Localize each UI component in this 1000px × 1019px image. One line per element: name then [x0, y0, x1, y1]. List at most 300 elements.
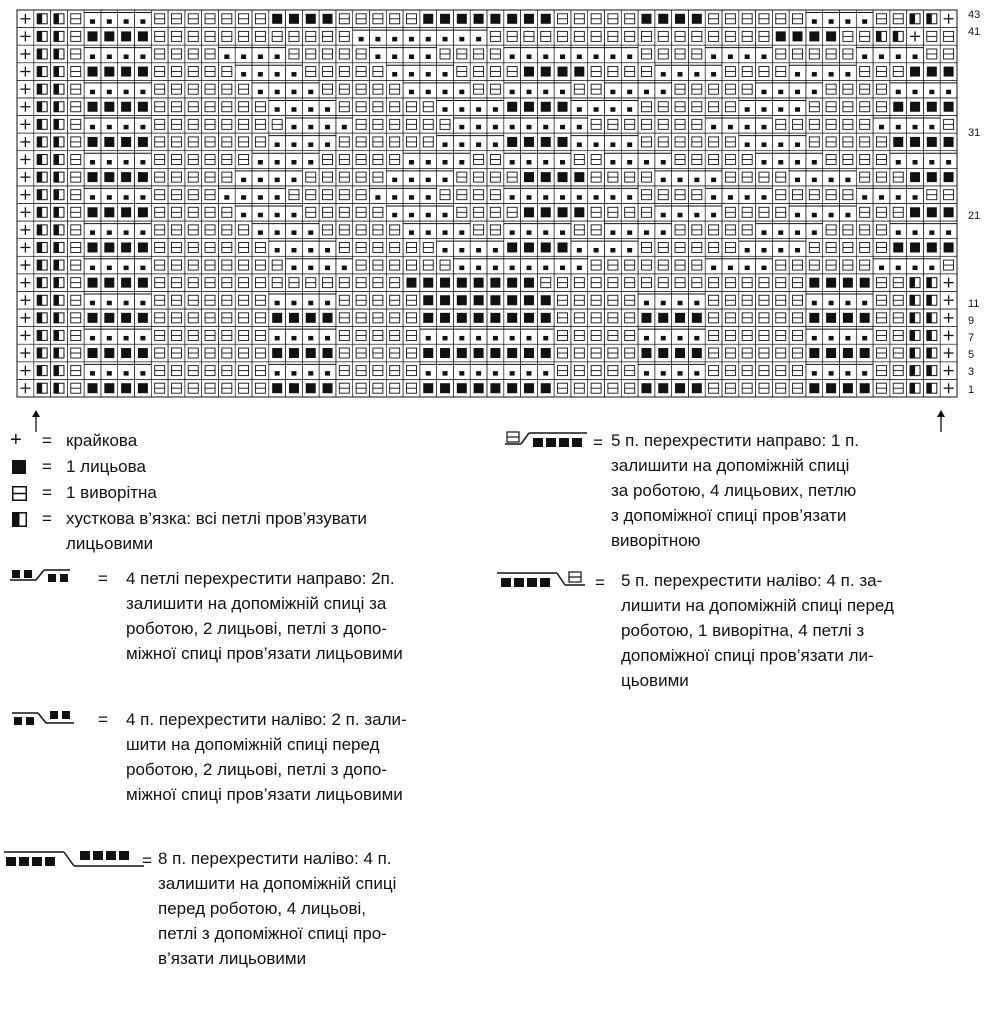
cable-knit-icon: [459, 248, 464, 253]
cable-knit-icon: [409, 230, 414, 235]
cable-knit-icon: [459, 160, 464, 165]
cable-knit-icon: [124, 90, 129, 95]
cable-knit-icon: [610, 142, 615, 147]
knit-stitch-icon: [893, 242, 903, 252]
knit-stitch-icon: [541, 137, 551, 147]
cable-knit-icon: [325, 125, 330, 130]
knit-stitch-icon: [541, 102, 551, 112]
garter-stitch-icon: [54, 102, 59, 112]
knit-stitch-icon: [893, 137, 903, 147]
garter-stitch-icon: [54, 14, 59, 24]
equals-sign: =: [593, 433, 603, 452]
garter-stitch-icon: [910, 330, 915, 340]
garter-stitch-icon: [54, 172, 59, 182]
knit-stitch-icon: [860, 383, 870, 393]
cable-knit-icon: [862, 371, 867, 376]
cable-knit-icon: [140, 19, 145, 24]
cable-knit-icon: [291, 160, 296, 165]
cable-knit-icon: [510, 160, 515, 165]
knit-stitch-icon: [88, 242, 98, 252]
cable-knit-icon: [661, 90, 666, 95]
legend-cable4-left-text: 4 п. перехрестити наліво: 2 п. зали- шити на допоміжній спиці перед роботою, 2 лицьові, петлі з допо- міжної спиці пров’язати лицьовими: [126, 710, 407, 804]
cable-knit-icon: [140, 266, 145, 271]
cable-knit-icon: [291, 90, 296, 95]
cable-knit-icon: [610, 230, 615, 235]
cable-knit-icon: [275, 195, 280, 200]
cable-knit-icon: [745, 125, 750, 130]
cable-knit-icon: [493, 371, 498, 376]
cable-knit-icon: [627, 195, 632, 200]
cable-knit-icon: [90, 125, 95, 130]
cable-knit-icon: [375, 37, 380, 42]
cable-knit-icon: [661, 213, 666, 218]
garter-stitch-icon: [54, 190, 59, 200]
cable-knit-icon: [308, 125, 313, 130]
knit-stitch-icon: [323, 348, 333, 358]
cable-knit-icon: [443, 248, 448, 253]
row-number-9: 9: [968, 315, 975, 327]
cable-knit-icon: [510, 266, 515, 271]
cable-knit-icon: [694, 178, 699, 183]
knit-stitch-icon: [944, 67, 954, 77]
knit-stitch-icon: [524, 313, 534, 323]
cable-knit-icon: [913, 195, 918, 200]
cable-4-right-icon: [10, 568, 90, 586]
knit-stitch-icon: [692, 14, 702, 24]
cable-knit-icon: [594, 54, 599, 59]
knit-stitch-icon: [675, 383, 685, 393]
garter-stitch-icon: [927, 278, 932, 288]
garter-stitch-icon: [910, 348, 915, 358]
cable-knit-icon: [543, 371, 548, 376]
cable-knit-icon: [392, 213, 397, 218]
garter-stitch-icon: [54, 207, 59, 217]
knit-stitch-icon: [927, 137, 937, 147]
knit-stitch-icon: [675, 313, 685, 323]
knit-stitch-icon: [507, 313, 517, 323]
cable-knit-icon: [275, 142, 280, 147]
cable-knit-icon: [443, 37, 448, 42]
knit-stitch-icon: [541, 67, 551, 77]
cable-knit-icon: [526, 54, 531, 59]
cable-knit-icon: [711, 266, 716, 271]
knit-stitch-icon: [104, 383, 114, 393]
garter-stitch-icon: [927, 383, 932, 393]
equals-sign: =: [42, 457, 52, 476]
knit-stitch-icon: [541, 14, 551, 24]
cable-knit-icon: [140, 90, 145, 95]
cable-knit-icon: [728, 266, 733, 271]
garter-stitch-icon: [37, 84, 42, 94]
cable-knit-icon: [241, 72, 246, 77]
garter-stitch-icon: [54, 31, 59, 41]
cable-knit-icon: [896, 90, 901, 95]
cable-knit-icon: [325, 107, 330, 112]
cable-knit-icon: [291, 213, 296, 218]
knit-stitch-icon: [306, 348, 316, 358]
knit-stitch-icon: [323, 383, 333, 393]
knit-stitch-icon: [88, 102, 98, 112]
knit-stitch-icon: [457, 313, 467, 323]
garter-stitch-icon: [37, 137, 42, 147]
knit-stitch-icon: [843, 348, 853, 358]
cable-knit-icon: [258, 54, 263, 59]
garter-stitch-icon: [54, 348, 59, 358]
knit-stitch-icon: [826, 383, 836, 393]
cable-knit-icon: [459, 336, 464, 341]
cable-knit-icon: [510, 195, 515, 200]
cable-knit-icon: [543, 125, 548, 130]
garter-stitch-icon: [37, 242, 42, 252]
cable-knit-icon: [812, 371, 817, 376]
cable-knit-icon: [543, 230, 548, 235]
equals-sign: =: [98, 710, 108, 729]
cable-knit-icon: [778, 160, 783, 165]
cable-knit-icon: [140, 371, 145, 376]
equals-sign: =: [595, 573, 605, 592]
cable-8-left-icon: [4, 848, 154, 870]
knit-stitch-icon: [138, 207, 148, 217]
knit-stitch-icon: [641, 313, 651, 323]
knit-stitch-icon: [541, 348, 551, 358]
knit-stitch-icon: [88, 31, 98, 41]
cable-knit-icon: [594, 195, 599, 200]
knit-stitch-icon: [490, 348, 500, 358]
garter-stitch-icon: [37, 119, 42, 129]
cable-knit-icon: [610, 160, 615, 165]
knit-stitch-icon: [675, 14, 685, 24]
cable-knit-icon: [124, 301, 129, 306]
cable-knit-icon: [594, 107, 599, 112]
knit-stitch-icon: [289, 14, 299, 24]
cable-knit-icon: [308, 266, 313, 271]
cable-knit-icon: [745, 107, 750, 112]
cable-knit-icon: [140, 160, 145, 165]
garter-stitch-icon: [54, 67, 59, 77]
knit-stitch-icon: [457, 295, 467, 305]
cable-knit-icon: [745, 266, 750, 271]
knit-stitch-icon: [88, 348, 98, 358]
cable-knit-icon: [275, 301, 280, 306]
cable-knit-icon: [90, 160, 95, 165]
cable-knit-icon: [443, 371, 448, 376]
knit-stitch-icon: [507, 137, 517, 147]
cable-knit-icon: [795, 230, 800, 235]
knit-stitch-icon: [826, 31, 836, 41]
cable-knit-icon: [913, 266, 918, 271]
garter-stitch-icon: [927, 295, 932, 305]
cable-knit-icon: [459, 125, 464, 130]
garter-stitch-icon: [54, 313, 59, 323]
cable-knit-icon: [761, 195, 766, 200]
knit-stitch-icon: [692, 313, 702, 323]
cable-knit-icon: [107, 230, 112, 235]
knit-stitch-icon: [423, 348, 433, 358]
knit-stitch-icon: [574, 67, 584, 77]
cable-knit-icon: [90, 195, 95, 200]
legend-cable4-right-text: 4 петлі перехрестити направо: 2п. залишити на допоміжній спиці за роботою, 2 лицьові, петлі з допо- міжної спиці пров’язати лицьовими: [126, 569, 403, 663]
edge-symbol: +: [10, 429, 22, 451]
knit-stitch-icon: [104, 313, 114, 323]
knit-stitch-icon: [692, 383, 702, 393]
knit-stitch-icon: [910, 102, 920, 112]
cable-knit-icon: [275, 230, 280, 235]
knit-stitch-icon: [910, 137, 920, 147]
cable-knit-icon: [291, 230, 296, 235]
cable-knit-icon: [107, 160, 112, 165]
cable-knit-icon: [90, 301, 95, 306]
cable-knit-icon: [761, 266, 766, 271]
cable-knit-icon: [124, 19, 129, 24]
cable-knit-icon: [661, 160, 666, 165]
cable-5-left-icon: [497, 570, 607, 592]
cable-knit-icon: [678, 371, 683, 376]
cable-knit-icon: [409, 195, 414, 200]
knit-stitch-icon: [88, 313, 98, 323]
cable-knit-icon: [745, 248, 750, 253]
knit-stitch-icon: [541, 172, 551, 182]
cable-knit-icon: [325, 371, 330, 376]
cable-knit-icon: [443, 336, 448, 341]
cable-knit-icon: [543, 54, 548, 59]
garter-stitch-icon: [37, 102, 42, 112]
cable-knit-icon: [829, 19, 834, 24]
knit-stitch-icon: [558, 242, 568, 252]
knit-stitch-icon: [843, 278, 853, 288]
cable-knit-icon: [795, 107, 800, 112]
cable-knit-icon: [107, 19, 112, 24]
row-number-3: 3: [968, 366, 975, 378]
knit-stitch-icon: [809, 31, 819, 41]
cable-knit-icon: [896, 195, 901, 200]
cable-knit-icon: [476, 37, 481, 42]
legend-cable5-right-text: 5 п. перехрестити направо: 1 п. залишити на допоміжній спиці за роботою, 4 лицьових, петлю з допоміжної спиці пров’язати виворітною: [611, 431, 860, 550]
cable-knit-icon: [678, 72, 683, 77]
cable-knit-icon: [778, 90, 783, 95]
knit-stitch-icon: [524, 295, 534, 305]
cable-knit-icon: [275, 107, 280, 112]
cable-knit-icon: [610, 107, 615, 112]
knit-stitch-icon: [104, 172, 114, 182]
cable-knit-icon: [140, 54, 145, 59]
cable-knit-icon: [929, 90, 934, 95]
knit-stitch-icon: [524, 242, 534, 252]
knit-stitch-icon: [88, 383, 98, 393]
knit-stitch-icon: [675, 348, 685, 358]
knit-stitch-icon: [944, 102, 954, 112]
cable-knit-icon: [510, 90, 515, 95]
cable-knit-icon: [795, 248, 800, 253]
knit-stitch-icon: [88, 278, 98, 288]
knit-stitch-icon: [121, 383, 131, 393]
cable-knit-icon: [291, 248, 296, 253]
knit-stitch-icon: [927, 102, 937, 112]
cable-knit-icon: [896, 230, 901, 235]
cable-knit-icon: [795, 90, 800, 95]
knit-stitch-icon: [323, 14, 333, 24]
knit-stitch-icon: [474, 348, 484, 358]
cable-knit-icon: [627, 142, 632, 147]
cable-knit-icon: [426, 336, 431, 341]
knit-stitch-icon: [809, 383, 819, 393]
cable-knit-icon: [224, 195, 229, 200]
cable-knit-icon: [493, 336, 498, 341]
knit-stitch-icon: [910, 67, 920, 77]
cable-knit-icon: [778, 107, 783, 112]
knit-stitch-icon: [88, 172, 98, 182]
knit-stitch-icon: [88, 207, 98, 217]
garter-stitch-icon: [910, 278, 915, 288]
cable-knit-icon: [711, 54, 716, 59]
knit-stitch-icon: [474, 313, 484, 323]
cable-knit-icon: [577, 142, 582, 147]
cable-knit-icon: [426, 72, 431, 77]
knit-stitch-icon: [692, 348, 702, 358]
garter-stitch-icon: [37, 295, 42, 305]
cable-knit-icon: [627, 54, 632, 59]
cable-knit-icon: [577, 266, 582, 271]
garter-stitch-icon: [37, 172, 42, 182]
knit-stitch-icon: [474, 278, 484, 288]
knit-stitch-icon: [474, 14, 484, 24]
garter-stitch-icon: [910, 383, 915, 393]
knit-square-icon: [12, 460, 26, 474]
cable-knit-icon: [560, 90, 565, 95]
knit-stitch-icon: [457, 278, 467, 288]
cable-knit-icon: [476, 248, 481, 253]
cable-knit-icon: [308, 301, 313, 306]
cable-knit-icon: [627, 248, 632, 253]
knit-stitch-icon: [893, 102, 903, 112]
knit-stitch-icon: [826, 313, 836, 323]
cable-knit-icon: [577, 248, 582, 253]
cable-knit-icon: [694, 301, 699, 306]
row-number-11: 11: [968, 298, 980, 310]
cable-knit-icon: [728, 54, 733, 59]
cable-knit-icon: [107, 266, 112, 271]
knit-stitch-icon: [490, 278, 500, 288]
garter-stitch-icon: [54, 137, 59, 147]
cable-knit-icon: [459, 230, 464, 235]
cable-knit-icon: [443, 213, 448, 218]
knit-stitch-icon: [910, 242, 920, 252]
cable-knit-icon: [845, 336, 850, 341]
cable-knit-icon: [812, 213, 817, 218]
knit-stitch-icon: [809, 348, 819, 358]
row-number-5: 5: [968, 349, 975, 361]
cable-knit-icon: [812, 160, 817, 165]
cable-knit-icon: [946, 90, 951, 95]
chart-grid: [0, 0, 1000, 440]
knit-stitch-icon: [121, 348, 131, 358]
cable-knit-icon: [443, 142, 448, 147]
cable-knit-icon: [510, 371, 515, 376]
cable-knit-icon: [291, 301, 296, 306]
cable-knit-icon: [258, 90, 263, 95]
cable-knit-icon: [862, 54, 867, 59]
cable-knit-icon: [510, 336, 515, 341]
cable-knit-icon: [443, 160, 448, 165]
cable-knit-icon: [325, 301, 330, 306]
knit-stitch-icon: [860, 348, 870, 358]
garter-stitch-icon: [37, 313, 42, 323]
cable-knit-icon: [661, 230, 666, 235]
cable-knit-icon: [812, 178, 817, 183]
cable-knit-icon: [946, 230, 951, 235]
cable-knit-icon: [678, 178, 683, 183]
knit-stitch-icon: [927, 242, 937, 252]
knit-stitch-icon: [423, 295, 433, 305]
cable-knit-icon: [493, 107, 498, 112]
cable-knit-icon: [526, 195, 531, 200]
garter-stitch-icon: [54, 260, 59, 270]
knit-stitch-icon: [558, 207, 568, 217]
cable-knit-icon: [745, 195, 750, 200]
cable-knit-icon: [829, 336, 834, 341]
knit-stitch-icon: [423, 278, 433, 288]
garter-stitch-icon: [37, 348, 42, 358]
cable-knit-icon: [929, 266, 934, 271]
cable-knit-icon: [291, 107, 296, 112]
garter-stitch-icon: [893, 31, 898, 41]
cable-knit-icon: [409, 90, 414, 95]
knit-stitch-icon: [524, 348, 534, 358]
knit-stitch-icon: [507, 348, 517, 358]
cable-knit-icon: [543, 266, 548, 271]
cable-knit-icon: [795, 160, 800, 165]
cable-knit-icon: [426, 371, 431, 376]
cable-knit-icon: [543, 336, 548, 341]
knit-stitch-icon: [490, 14, 500, 24]
cable-knit-icon: [459, 142, 464, 147]
cable-knit-icon: [594, 142, 599, 147]
cable-knit-icon: [929, 230, 934, 235]
cable-knit-icon: [409, 160, 414, 165]
cable-knit-icon: [879, 125, 884, 130]
garter-stitch-icon: [37, 155, 42, 165]
knit-stitch-icon: [138, 102, 148, 112]
cable-knit-icon: [275, 90, 280, 95]
knit-stitch-icon: [910, 207, 920, 217]
cable-knit-icon: [476, 125, 481, 130]
knit-stitch-icon: [138, 383, 148, 393]
cable-knit-icon: [560, 266, 565, 271]
knit-stitch-icon: [826, 278, 836, 288]
knit-stitch-icon: [524, 278, 534, 288]
knit-stitch-icon: [474, 295, 484, 305]
knit-stitch-icon: [524, 383, 534, 393]
knit-stitch-icon: [658, 383, 668, 393]
knit-stitch-icon: [641, 383, 651, 393]
cable-knit-icon: [896, 160, 901, 165]
cable-knit-icon: [140, 195, 145, 200]
cable-knit-icon: [90, 54, 95, 59]
cable-knit-icon: [913, 54, 918, 59]
equals-sign: =: [98, 569, 108, 588]
cable-knit-icon: [778, 248, 783, 253]
cable-knit-icon: [476, 107, 481, 112]
cable-knit-icon: [829, 371, 834, 376]
knit-stitch-icon: [457, 348, 467, 358]
cable-knit-icon: [845, 213, 850, 218]
cable-knit-icon: [308, 371, 313, 376]
knit-stitch-icon: [306, 313, 316, 323]
knit-stitch-icon: [121, 313, 131, 323]
cable-knit-icon: [644, 336, 649, 341]
cable-knit-icon: [90, 230, 95, 235]
cable-knit-icon: [694, 213, 699, 218]
cable-knit-icon: [913, 230, 918, 235]
